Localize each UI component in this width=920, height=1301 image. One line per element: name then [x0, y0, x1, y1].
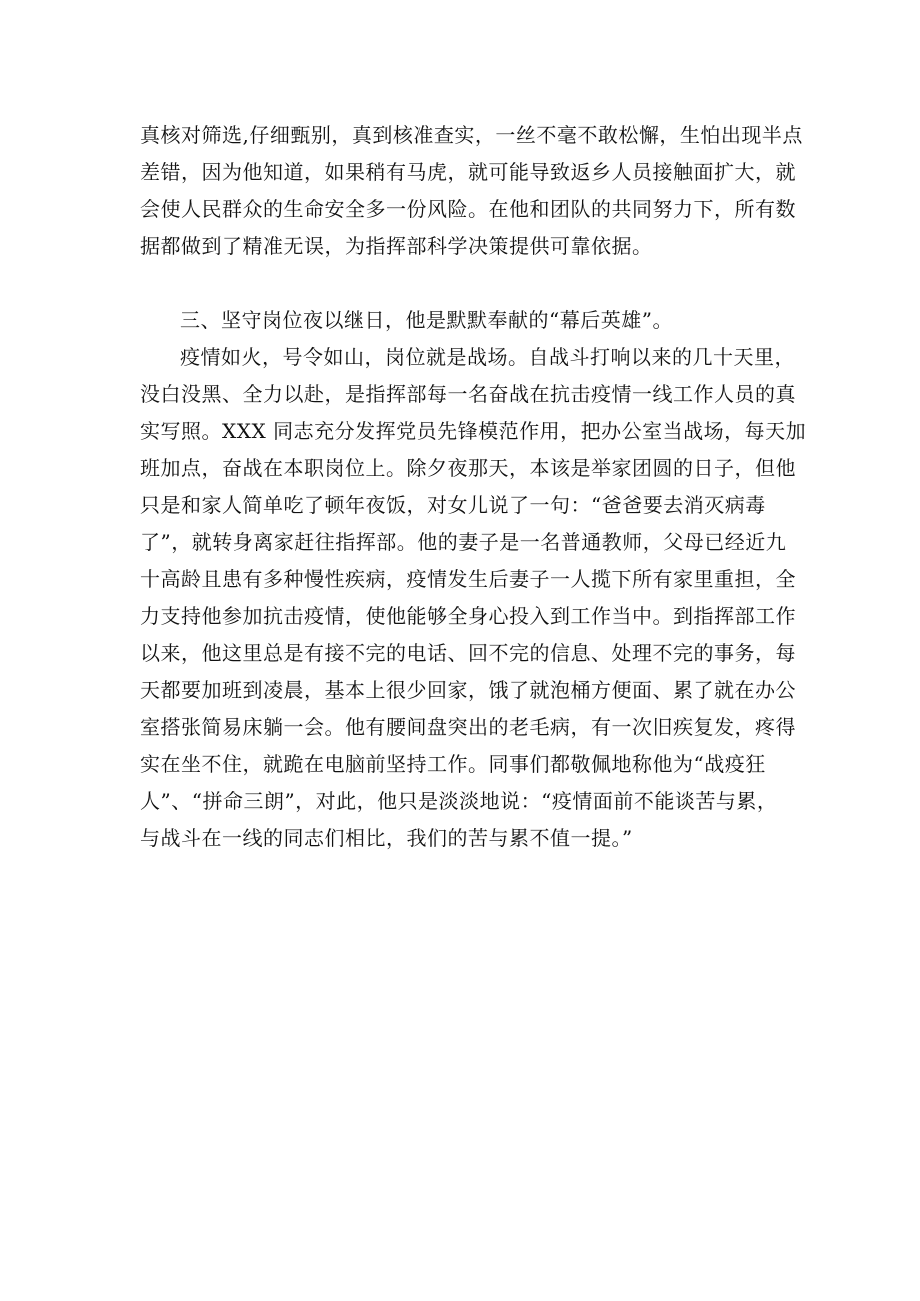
paragraph-2-line: 班加点，奋战在本职岗位上。除夕夜那天，本该是举家团圆的日子，但他	[140, 456, 796, 480]
paragraph-2-line: 与战斗在一线的同志们相比，我们的苦与累不值一提。”	[140, 826, 633, 850]
paragraph-2-line: 室搭张简易床躺一会。他有腰间盘突出的老毛病，有一次旧疾复发，疼得	[140, 715, 796, 739]
paragraph-1	[140, 117, 803, 265]
paragraph-1-line: 会使人民群众的生命安全多一份风险。在他和团队的共同努力下，所有数	[140, 197, 796, 221]
section-heading	[140, 302, 800, 339]
paragraph-2-line: 只是和家人简单吃了顿年夜饭，对女儿说了一句：“爸爸要去消灭病毒	[140, 493, 766, 517]
paragraph-2-line: 实写照。XXX 同志充分发挥党员先锋模范作用，把办公室当战场，每天加	[140, 419, 807, 443]
paragraph-2-line: 人”、“拼命三朗”，对此，他只是淡淡地说：“疫情面前不能谈苦与累，	[140, 789, 778, 813]
paragraph-2-line: 十高龄且患有多种慢性疾病，疫情发生后妻子一人揽下所有家里重担，全	[140, 567, 796, 591]
paragraph-2-line: 以来，他这里总是有接不完的电话、回不完的信息、处理不完的事务，每	[140, 641, 796, 665]
paragraph-1-line: 真核对筛选,仔细甄别，真到核准查实，一丝不毫不敢松懈，生怕出现半点	[140, 123, 803, 147]
paragraph-2-line: 疫情如火，号令如山，岗位就是战场。自战斗打响以来的几十天里，	[180, 345, 795, 369]
paragraph-2-line: 实在坐不住，就跪在电脑前坚持工作。同事们都敬佩地称他为“战疫狂	[140, 752, 766, 776]
paragraph-2-line: 天都要加班到凌晨，基本上很少回家，饿了就泡桶方便面、累了就在办公	[140, 678, 796, 702]
paragraph-2-line: 力支持他参加抗击疫情，使他能够全身心投入到工作当中。到指挥部工作	[140, 604, 796, 628]
paragraph-2	[140, 339, 807, 857]
paragraph-1-line: 差错，因为他知道，如果稍有马虎，就可能导致返乡人员接触面扩大，就	[140, 160, 796, 184]
paragraph-2-line: 没白没黑、全力以赴，是指挥部每一名奋战在抗击疫情一线工作人员的真	[140, 382, 796, 406]
section-heading-text: 三、坚守岗位夜以继日，他是默默奉献的“幕后英雄”。	[180, 308, 673, 332]
paragraph-1-line: 据都做到了精准无误，为指挥部科学决策提供可靠依据。	[140, 234, 653, 258]
paragraph-2-line: 了”，就转身离家赶往指挥部。他的妻子是一名普通教师，父母已经近九	[140, 530, 787, 554]
